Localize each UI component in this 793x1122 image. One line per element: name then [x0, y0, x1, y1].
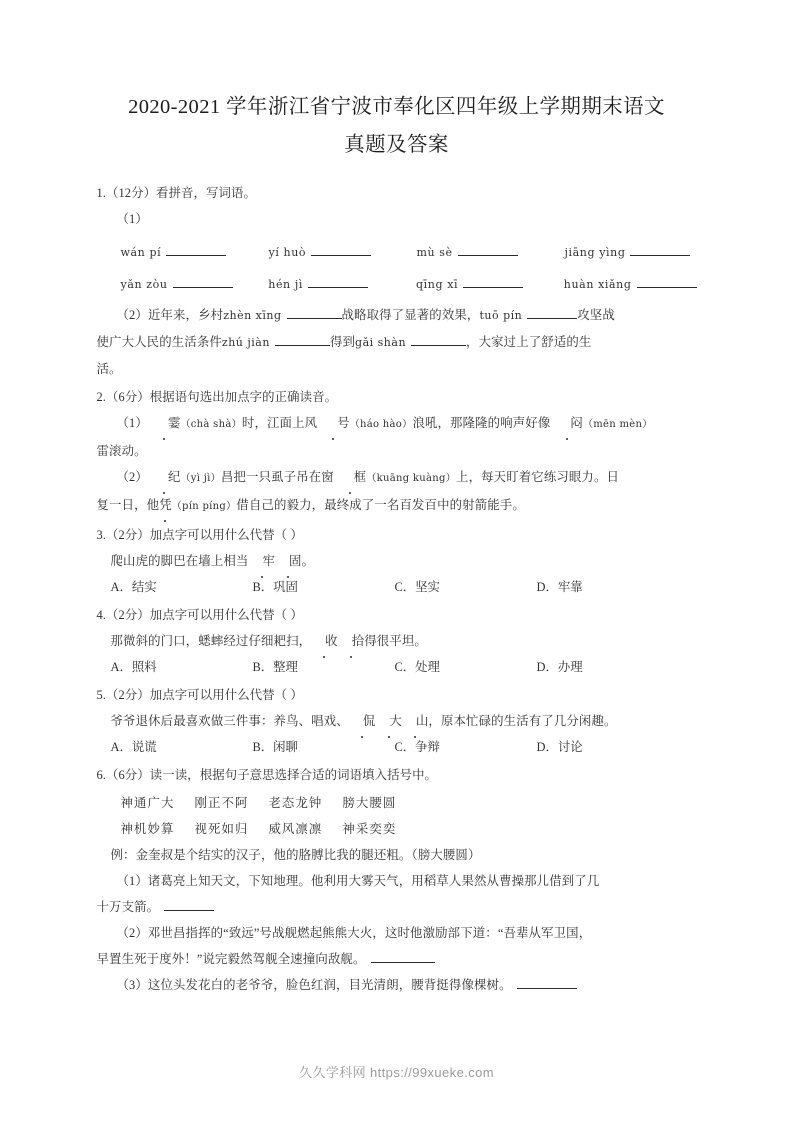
- choice-b[interactable]: B．闲聊: [252, 740, 298, 754]
- item1-line2-text: 十万支箭。: [96, 900, 160, 914]
- dotted-char: 大: [375, 708, 402, 734]
- question-5-stem: [97, 708, 697, 734]
- item2-pinyin-2: （kuāng kuàng）: [366, 473, 457, 484]
- question-4-stem: [97, 628, 697, 654]
- answer-blank[interactable]: [308, 275, 368, 288]
- question-2: [97, 384, 697, 520]
- pinyin-cell: [416, 270, 564, 300]
- question-1: [97, 180, 697, 382]
- answer-blank[interactable]: [311, 243, 371, 256]
- site-url: https://99xueke.com: [370, 1065, 494, 1080]
- question-6-item-1-line1: （1）诸葛亮上知天文，下知地理。他利用大雾天气，用稻草人果然从曹操那儿借到了几: [116, 874, 600, 888]
- idiom-option[interactable]: 神采奕奕: [342, 822, 397, 836]
- question-2-item-2-line1: [97, 464, 697, 492]
- item2-prefix: （2）: [116, 470, 148, 484]
- item2-line2-a: 复一日，他: [96, 498, 160, 512]
- pinyin-text: qīng xī: [416, 278, 459, 291]
- dotted-char: 牢: [248, 548, 275, 574]
- pinyin-blank-grid: [121, 238, 697, 300]
- part2-pinyin-3: zhú jiàn: [221, 336, 270, 349]
- pinyin-row: [121, 270, 697, 300]
- footer-watermark: [0, 1062, 793, 1081]
- answer-blank[interactable]: [637, 275, 697, 288]
- question-6-item-1-line2: [97, 894, 697, 920]
- choice-b[interactable]: B．整理: [252, 660, 298, 674]
- pinyin-row: [121, 238, 697, 268]
- question-6-head: 6.（6分）读一读，根据句子意思选择合适的词语填入括号中。: [96, 768, 438, 782]
- item1-pinyin-2: （háo hào）: [349, 419, 413, 430]
- answer-blank[interactable]: [630, 243, 690, 256]
- choice-c[interactable]: C．坚实: [394, 580, 440, 594]
- pinyin-text: yǎn zòu: [120, 278, 168, 291]
- answer-blank[interactable]: [287, 306, 342, 319]
- choice-a[interactable]: A．结实: [110, 580, 157, 594]
- idiom-option[interactable]: 刚正不阿: [194, 796, 249, 810]
- answer-blank[interactable]: [371, 950, 435, 963]
- answer-blank[interactable]: [411, 333, 466, 346]
- item2-line2-text: 早置生死于度外！”说完毅然驾舰全速撞向敌舰。: [96, 952, 366, 966]
- item1-pinyin-3: （mēn mèn）: [582, 419, 653, 430]
- item1-mid-2: 浪吼，那隆隆的响声好像: [412, 416, 551, 430]
- answer-blank[interactable]: [164, 898, 214, 911]
- idiom-option[interactable]: 威风凛凛: [268, 822, 323, 836]
- idiom-option[interactable]: 膀大腰圆: [342, 796, 397, 810]
- item1-pinyin-1: （chà shà）: [180, 419, 242, 430]
- part2-pinyin-4: gǎi shàn: [355, 336, 407, 349]
- exam-body: [97, 180, 697, 998]
- dotted-char: 框: [334, 464, 367, 490]
- pinyin-cell: [121, 238, 269, 268]
- part2-line2-a: 使广大人民的生活条件: [96, 335, 222, 349]
- pinyin-cell: [121, 270, 269, 300]
- pinyin-text: hén jì: [268, 278, 303, 291]
- idiom-row: [121, 816, 697, 842]
- pinyin-text: yí huò: [268, 246, 307, 259]
- idiom-option[interactable]: 老态龙钟: [268, 796, 323, 810]
- question-3-choices: [111, 574, 697, 600]
- answer-blank[interactable]: [173, 275, 233, 288]
- question-6-item-2-line1: （2）邓世昌指挥的“致远”号战舰燃起熊熊大火，这时他激励部下道：“吾辈从军卫国，: [116, 926, 592, 940]
- dotted-char: 收: [311, 628, 338, 654]
- dotted-char: 号: [317, 410, 350, 436]
- item2-mid-1: 昌把一只虱子吊在窗: [220, 470, 334, 484]
- item2-line2-b: 借自己的毅力，最终成了一名百发百中的射箭能手。: [236, 498, 525, 512]
- dotted-char: 固: [275, 548, 302, 574]
- dotted-char: 侃: [349, 708, 376, 734]
- part2-label: （2）: [116, 308, 148, 322]
- pinyin-text: jiāng yìng: [564, 246, 626, 259]
- dotted-char: 霎: [148, 410, 181, 436]
- stem-text-b: ，原本忙碌的生活有了几分闲趣。: [428, 714, 617, 728]
- pinyin-text: mù sè: [416, 246, 453, 259]
- question-2-item-1-line2: 雷滚动。: [96, 444, 147, 458]
- question-6-item-3: [97, 972, 697, 998]
- question-5-choices: [111, 734, 697, 760]
- question-1-part2-line2: [97, 329, 697, 356]
- item3-text: （3）这位头发花白的老爷爷，脸色红润，目光清朗，腰背挺得像棵树。: [116, 978, 512, 992]
- item2-pinyin-1: （yì jì）: [180, 473, 221, 484]
- answer-blank[interactable]: [275, 333, 330, 346]
- question-2-item-2-line2: [97, 492, 697, 520]
- answer-blank[interactable]: [527, 306, 577, 319]
- dotted-char: 凭: [159, 492, 172, 518]
- idiom-option[interactable]: 视死如归: [194, 822, 249, 836]
- question-6: [97, 762, 697, 998]
- question-2-head: 2.（6分）根据语句选出加点字的正确读音。: [96, 390, 338, 404]
- stem-text-a: 那微斜的门口，蟋蟀经过仔细耙扫，: [110, 634, 312, 648]
- stem-text-a: 爬山虎的脚巴在墙上相当: [110, 554, 249, 568]
- site-brand: 久久学科网: [299, 1065, 367, 1080]
- pinyin-text: huàn xiǎng: [563, 278, 632, 291]
- question-1-head: 1.（12分）看拼音，写词语。: [96, 186, 256, 200]
- question-6-example: 例：金奎叔是个结实的汉子，他的胳膊比我的腿还粗。（膀大腰圆）: [110, 848, 481, 862]
- question-5: [97, 682, 697, 760]
- dotted-char: 闷: [550, 410, 583, 436]
- title-line-1: 2020-2021 学年浙江省宁波市奉化区四年级上学期期末语文: [128, 96, 665, 118]
- question-5-head: 5.（2分）加点字可以用什么代替（ ）: [96, 688, 303, 702]
- question-3-stem: [97, 548, 697, 574]
- pinyin-cell: [564, 270, 697, 300]
- part2-line2-c: ，大家过上了舒适的生: [466, 335, 592, 349]
- question-4-choices: [111, 654, 697, 680]
- answer-blank[interactable]: [458, 243, 518, 256]
- question-1-part2-line3: 活。: [96, 362, 122, 376]
- idiom-word-bank: [121, 790, 697, 842]
- question-2-item-1-line1: [97, 410, 697, 438]
- question-3: [97, 522, 697, 600]
- pinyin-text: wán pí: [120, 246, 162, 259]
- question-4-head: 4.（2分）加点字可以用什么代替（ ）: [96, 608, 303, 622]
- choice-d[interactable]: D．办理: [536, 660, 583, 674]
- pinyin-cell: [269, 238, 417, 268]
- part2-seg2: 战略取得了显著的效果，: [341, 308, 480, 322]
- idiom-row: [121, 790, 697, 816]
- question-4: [97, 602, 697, 680]
- pinyin-cell: [565, 238, 691, 268]
- item1-mid-1: 时，江面上风: [241, 416, 318, 430]
- choice-c[interactable]: C．处理: [394, 660, 440, 674]
- stem-text-a: 爷爷退休后最喜欢做三件事：养鸟、唱戏、: [110, 714, 349, 728]
- stem-text-b: 。: [301, 554, 315, 568]
- choice-b[interactable]: B．巩固: [252, 580, 298, 594]
- question-3-head: 3.（2分）加点字可以用什么代替（ ）: [96, 528, 303, 542]
- part2-seg3: 攻坚战: [577, 308, 615, 322]
- pinyin-cell: [417, 238, 565, 268]
- answer-blank[interactable]: [517, 976, 577, 989]
- answer-blank[interactable]: [463, 275, 523, 288]
- idiom-option[interactable]: 神机妙算: [120, 822, 175, 836]
- choice-c[interactable]: C．争辩: [394, 740, 440, 754]
- question-6-item-2-line2: [97, 946, 697, 972]
- choice-d[interactable]: D．牢靠: [536, 580, 583, 594]
- question-1-sub-label: （1）: [116, 212, 148, 226]
- idiom-option[interactable]: 神通广大: [120, 796, 175, 810]
- question-1-part2-line1: [97, 302, 697, 329]
- choice-d[interactable]: D．讨论: [536, 740, 583, 754]
- pinyin-cell: [268, 270, 416, 300]
- page-title: [97, 0, 697, 164]
- choice-a[interactable]: A．照料: [110, 660, 157, 674]
- stem-text-b: 得很平坦。: [364, 634, 427, 648]
- part2-pinyin-2: tuō pín: [479, 309, 523, 322]
- dotted-char: 山: [402, 708, 429, 734]
- dotted-char: 纪: [148, 464, 181, 490]
- dotted-char: 拾: [338, 628, 365, 654]
- title-line-2: 真题及答案: [344, 134, 449, 156]
- item2-mid-2: 上，每天盯着它练习眼力。日: [456, 470, 620, 484]
- part2-line2-b: 得到: [329, 335, 356, 349]
- item1-prefix: （1）: [116, 416, 148, 430]
- answer-blank[interactable]: [166, 243, 226, 256]
- item2-pinyin-3: （pín píng）: [171, 501, 237, 512]
- choice-a[interactable]: A．说谎: [110, 740, 157, 754]
- part2-pinyin-1: zhèn xīng: [223, 309, 282, 322]
- part2-seg1: 近年来，乡村: [147, 308, 224, 322]
